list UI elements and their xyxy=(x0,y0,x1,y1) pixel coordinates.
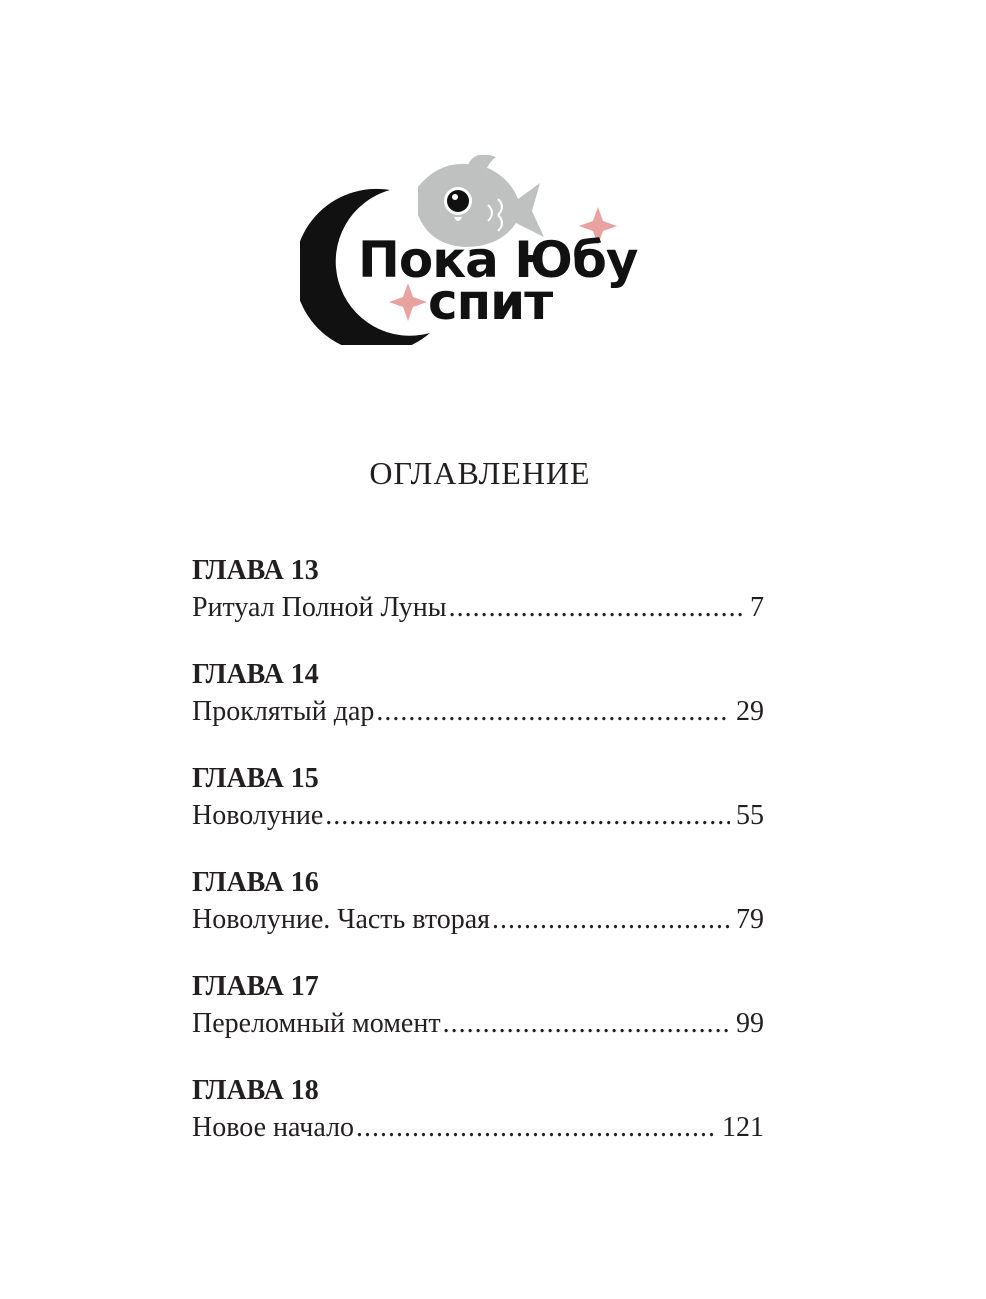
toc-heading: ОГЛАВЛЕНИЕ xyxy=(369,455,591,491)
dot-leader xyxy=(325,797,730,835)
toc-line xyxy=(192,589,764,627)
chapter-label: ГЛАВА 13 xyxy=(192,555,319,586)
dot-leader xyxy=(356,1109,716,1147)
toc-line xyxy=(192,797,764,835)
logo-title-line-2: спит xyxy=(428,273,553,331)
page-number: 55 xyxy=(736,800,764,831)
dot-leader xyxy=(443,1005,730,1043)
page-number: 79 xyxy=(736,904,764,935)
toc-line xyxy=(192,901,764,939)
chapter-label: ГЛАВА 15 xyxy=(192,763,319,794)
toc-entry xyxy=(192,865,764,969)
chapter-title: Ритуал Полной Луны xyxy=(192,592,447,623)
page-number: 7 xyxy=(750,592,764,623)
chapter-label: ГЛАВА 16 xyxy=(192,867,319,898)
chapter-title: Переломный момент xyxy=(192,1008,441,1039)
chapter-label: ГЛАВА 14 xyxy=(192,659,319,690)
chapter-title: Новолуние. Часть вторая xyxy=(192,904,491,935)
page-number: 99 xyxy=(736,1008,764,1039)
toc-line xyxy=(192,1109,764,1147)
page-number: 29 xyxy=(736,696,764,727)
logo-title-line-1: Пока Юбу xyxy=(358,231,638,289)
chapter-label: ГЛАВА 17 xyxy=(192,971,319,1002)
toc-entry xyxy=(192,553,764,657)
chapter-title: Новолуние xyxy=(192,800,324,831)
toc-line xyxy=(192,1005,764,1043)
book-logo xyxy=(300,155,650,345)
page-number: 121 xyxy=(722,1112,764,1143)
toc-entry xyxy=(192,761,764,865)
table-of-contents xyxy=(192,553,764,1177)
dot-leader xyxy=(376,693,730,731)
dot-leader xyxy=(492,901,730,939)
chapter-label: ГЛАВА 18 xyxy=(192,1075,319,1106)
toc-line xyxy=(192,693,764,731)
toc-entry xyxy=(192,1073,764,1177)
chapter-title: Проклятый дар xyxy=(192,696,375,727)
dot-leader xyxy=(449,589,744,627)
toc-entry xyxy=(192,657,764,761)
toc-entry xyxy=(192,969,764,1073)
chapter-title: Новое начало xyxy=(192,1112,355,1143)
